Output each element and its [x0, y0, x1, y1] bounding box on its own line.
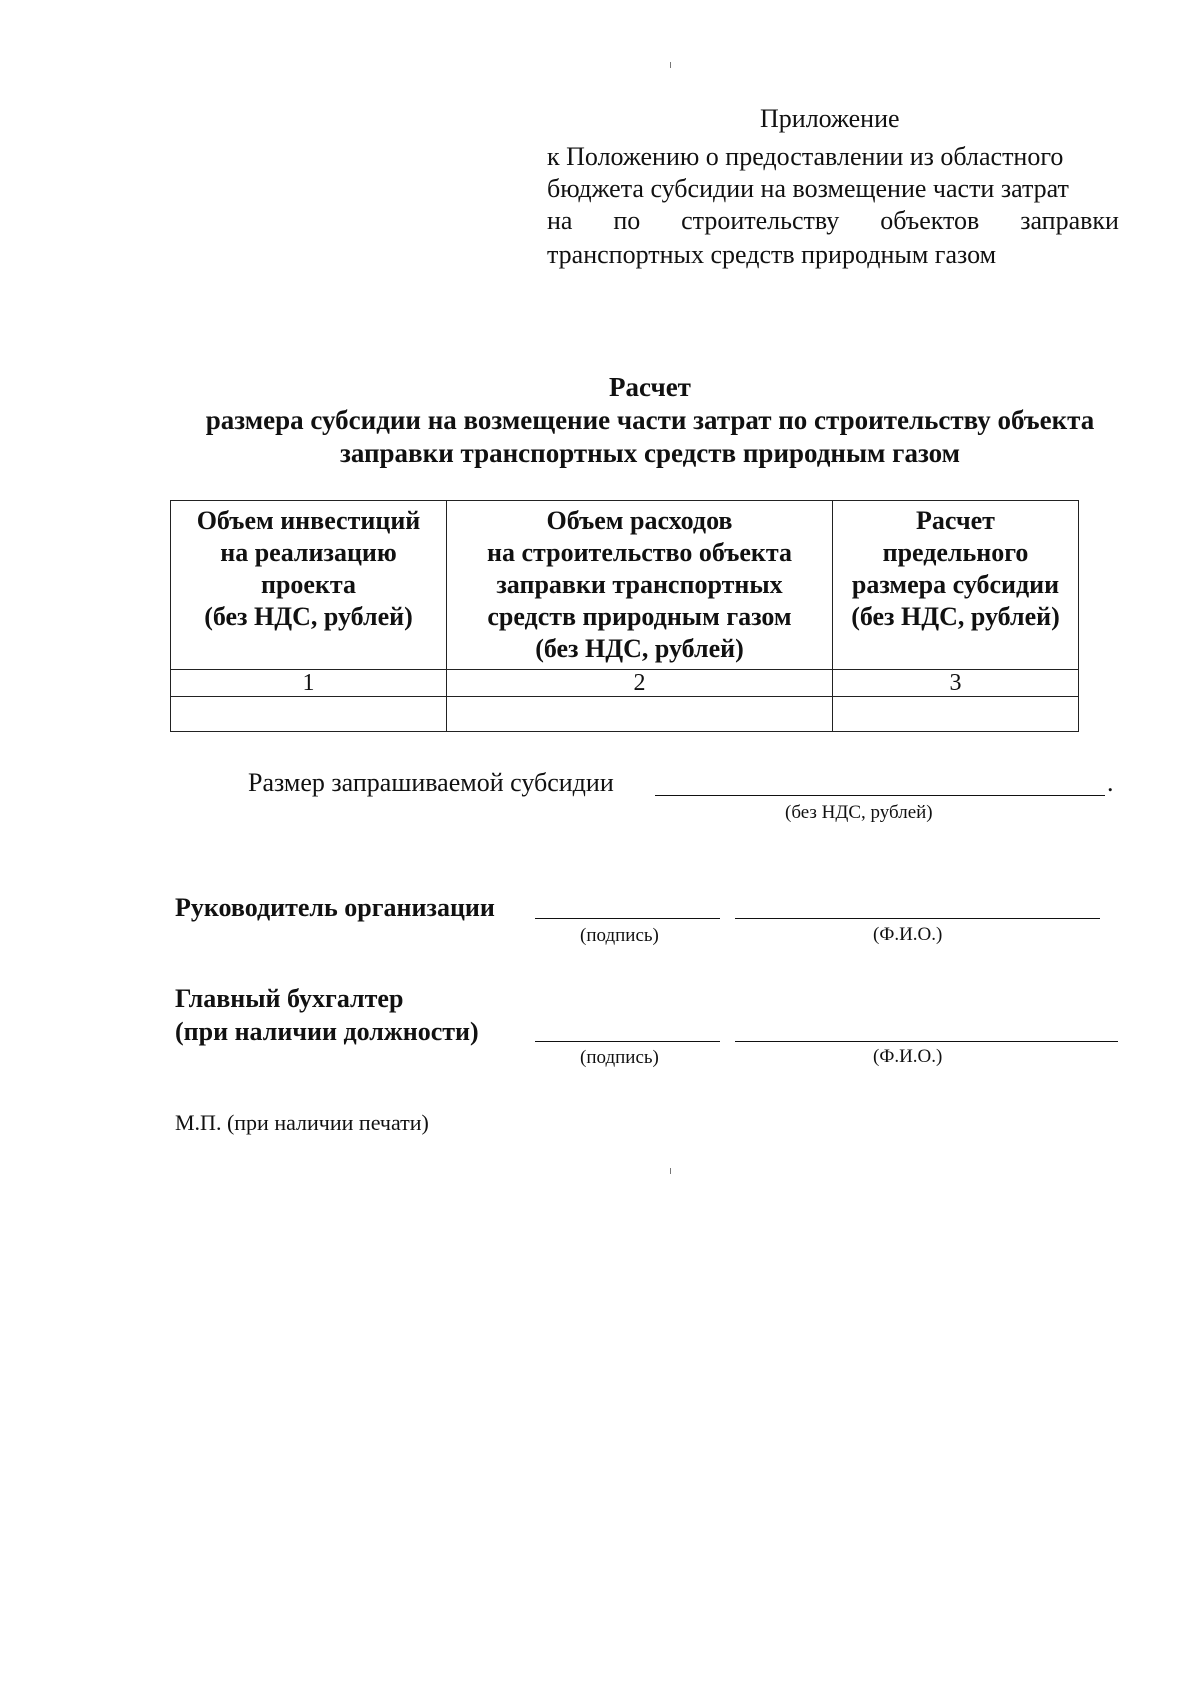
document-subtitle: размера субсидии на возмещение части затрат по строительству объекта	[205, 405, 1095, 435]
name-hint: (Ф.И.О.)	[873, 924, 943, 945]
header-investment-volume: Объем инвестиций на реализацию проекта (без НДС, рублей)	[171, 501, 447, 670]
appendix-title: Приложение	[760, 104, 900, 133]
investment-volume-cell[interactable]	[171, 697, 447, 732]
column-number: 1	[171, 670, 447, 697]
requested-subsidy-hint: (без НДС, рублей)	[785, 802, 933, 823]
document-title: Расчет	[609, 372, 691, 402]
max-subsidy-cell[interactable]	[833, 697, 1079, 732]
appendix-line: к Положению о предоставлении из областного	[547, 142, 1064, 171]
column-number: 3	[833, 670, 1079, 697]
appendix-line: бюджета субсидии на возмещение части затрат	[547, 174, 1069, 203]
requested-subsidy-field[interactable]	[655, 795, 1105, 796]
table-header-row	[171, 501, 1079, 670]
scan-speck	[670, 62, 671, 68]
column-number: 2	[447, 670, 833, 697]
appendix-line: транспортных средств природным газом	[547, 240, 997, 269]
chief-accountant-label: Главный бухгалтер	[175, 984, 404, 1013]
appendix-word: объектов	[880, 206, 980, 235]
calculation-table	[170, 500, 1079, 732]
stamp-note: М.П. (при наличии печати)	[175, 1110, 429, 1135]
requested-subsidy-label: Размер запрашиваемой субсидии	[248, 768, 614, 797]
head-of-organization-label: Руководитель организации	[175, 893, 495, 922]
column-number-row	[171, 670, 1079, 697]
head-signature-field[interactable]	[535, 918, 720, 919]
accountant-signature-field[interactable]	[535, 1041, 720, 1042]
appendix-word: по	[613, 206, 641, 235]
header-max-subsidy: Расчет предельного размера субсидии (без НДС, рублей)	[833, 501, 1079, 670]
appendix-word: на	[547, 206, 573, 235]
appendix-word: заправки	[1020, 206, 1119, 235]
name-hint: (Ф.И.О.)	[873, 1046, 943, 1067]
appendix-line-justified	[547, 206, 1119, 236]
document-subtitle: заправки транспортных средств природным газом	[339, 438, 961, 468]
header-construction-expenses: Объем расходов на строительство объекта заправки транспортных средств природным газом (без НДС, рублей)	[447, 501, 833, 670]
accountant-name-field[interactable]	[735, 1041, 1118, 1042]
table-input-row	[171, 697, 1079, 732]
signature-hint: (подпись)	[580, 925, 659, 946]
chief-accountant-note: (при наличии должности)	[175, 1017, 479, 1046]
appendix-word: строительству	[681, 206, 840, 235]
signature-hint: (подпись)	[580, 1047, 659, 1068]
scan-speck	[670, 1168, 671, 1174]
construction-expenses-cell[interactable]	[447, 697, 833, 732]
head-name-field[interactable]	[735, 918, 1100, 919]
requested-subsidy-period: .	[1107, 768, 1114, 797]
